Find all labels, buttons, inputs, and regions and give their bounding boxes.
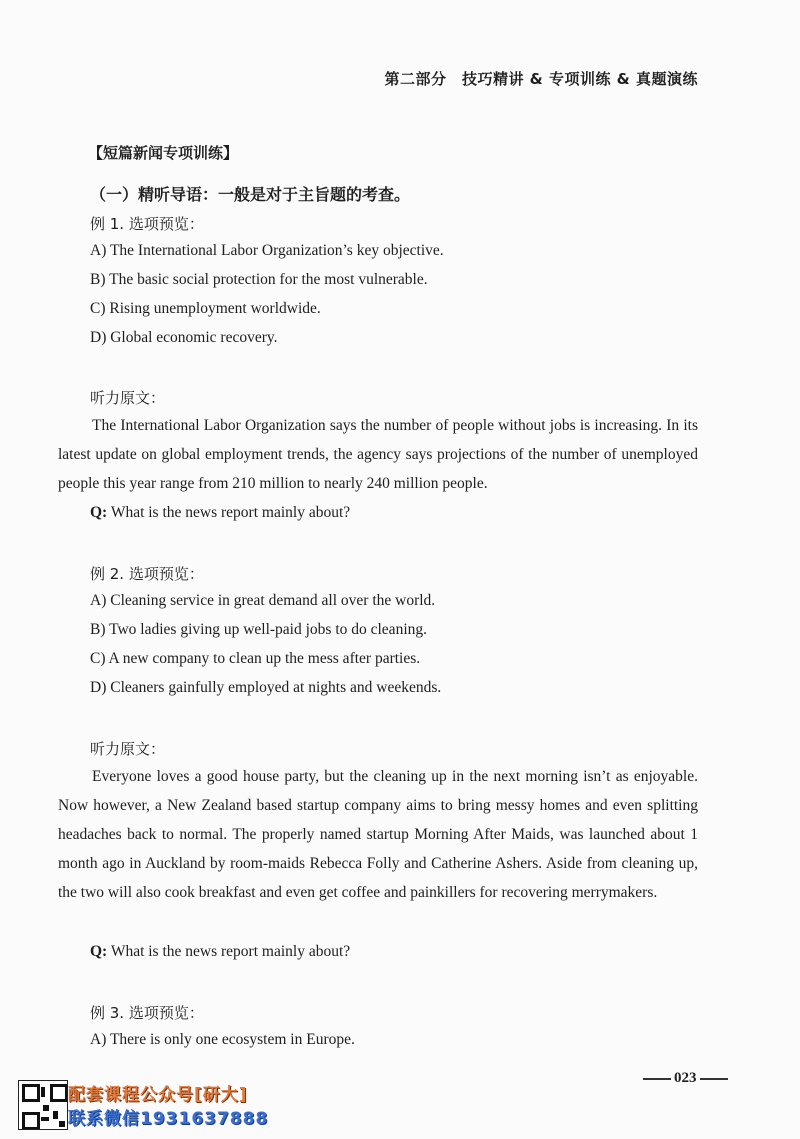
example1-q-label: Q:	[90, 504, 108, 521]
promo-line-2: 联系微信1931637888	[68, 1109, 269, 1129]
promo-line-1: 配套课程公众号[研大]	[68, 1085, 248, 1105]
example2-transcript-label: 听力原文：	[90, 740, 166, 758]
example1-option-d: D) Global economic recovery.	[90, 329, 278, 346]
section-title: 【短篇新闻专项训练】	[88, 144, 239, 162]
page-number-left-ornament	[643, 1078, 671, 1080]
example2-option-d: D) Cleaners gainfully employed at nights and weekends.	[90, 679, 442, 696]
example2-question	[90, 943, 350, 961]
example1-option-c: C) Rising unemployment worldwide.	[90, 300, 321, 317]
example2-q-label: Q:	[90, 943, 108, 960]
page-number-text: 023	[674, 1070, 697, 1086]
sub-title: （一）精听导语：一般是对于主旨题的考查。	[90, 185, 411, 204]
example1-transcript-text: The International Labor Organization says the number of people without jobs is increasing. In its latest update on global employment trends, the agency says projections of the number of unemployed people this year range from 210 million to nearly 240 million people.	[58, 417, 698, 492]
example2-transcript-text: Everyone loves a good house party, but the cleaning up in the next morning isn’t as enjoyable. Now however, a New Zealand based startup company aims to bring messy homes and even splitting headaches back to normal. The properly named startup Morning After Maids, was launched about 1 month ago in Auckland by room-maids Rebecca Folly and Catherine Ashers. Aside from cleaning up, the two will also cook breakfast and even get coffee and painkillers for recovering merrymakers.	[58, 768, 698, 901]
example1-label: 例 1. 选项预览：	[90, 215, 204, 233]
example1-option-b: B) The basic social protection for the most vulnerable.	[90, 271, 428, 288]
example2-option-c: C) A new company to clean up the mess after parties.	[90, 650, 421, 667]
example2-question-text: What is the news report mainly about?	[107, 943, 351, 960]
example2-option-b: B) Two ladies giving up well-paid jobs to do cleaning.	[90, 621, 427, 638]
page-number	[640, 1070, 731, 1087]
running-header: 第二部分 技巧精讲 & 专项训练 & 真题演练	[384, 70, 698, 88]
qr-code-icon	[18, 1080, 68, 1130]
example1-transcript-label: 听力原文：	[90, 389, 166, 407]
example1-question	[90, 504, 350, 522]
page-number-right-ornament	[700, 1078, 728, 1080]
example3-option-a: A) There is only one ecosystem in Europe.	[90, 1031, 355, 1048]
example1-option-a: A) The International Labor Organization’s key objective.	[90, 242, 444, 259]
example1-transcript	[58, 411, 698, 498]
example2-transcript	[58, 762, 698, 907]
example2-label: 例 2. 选项预览：	[90, 565, 204, 583]
example3-label: 例 3. 选项预览：	[90, 1004, 204, 1022]
example1-question-text: What is the news report mainly about?	[107, 504, 351, 521]
example2-option-a: A) Cleaning service in great demand all over the world.	[90, 592, 436, 609]
